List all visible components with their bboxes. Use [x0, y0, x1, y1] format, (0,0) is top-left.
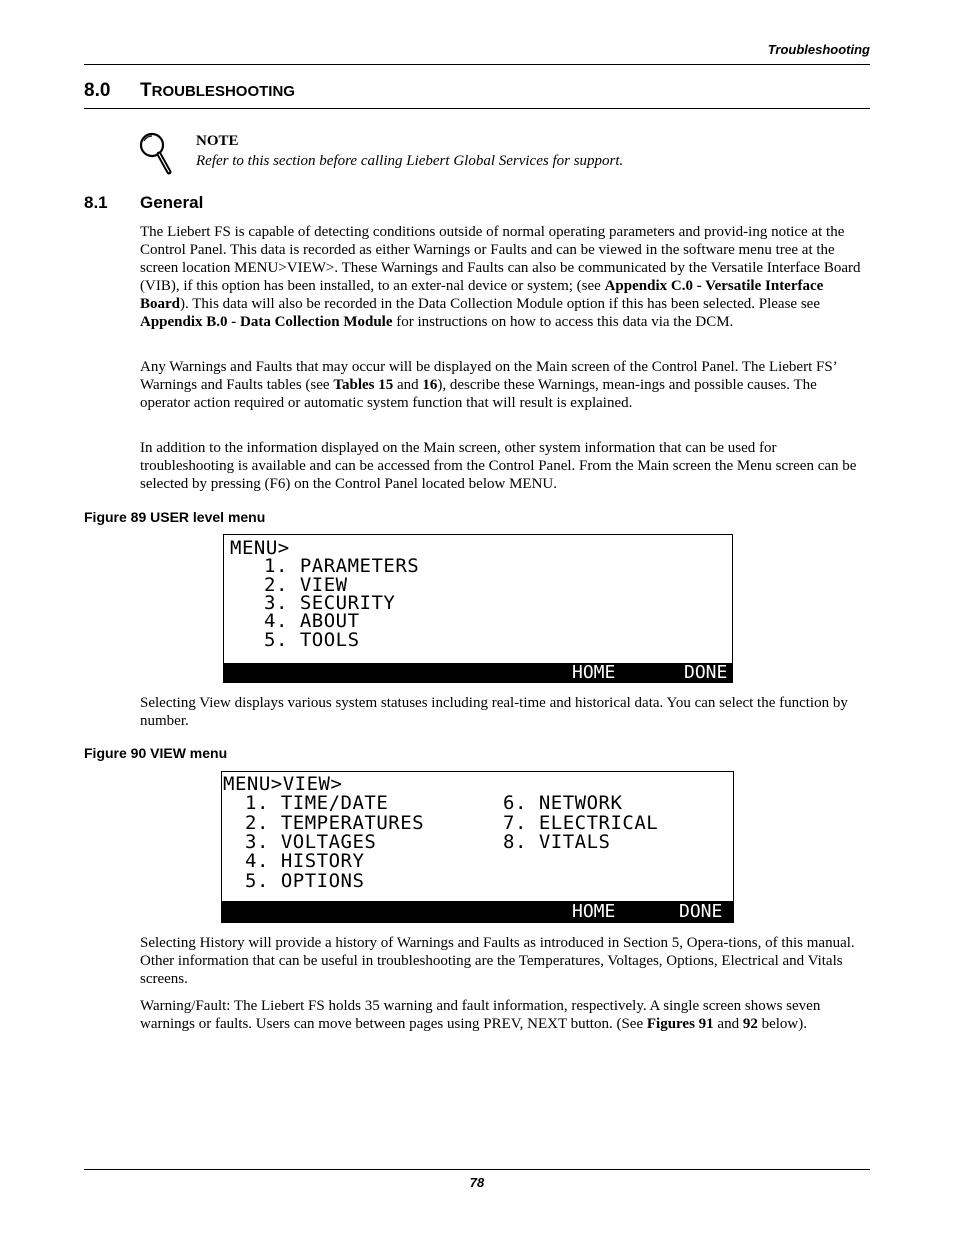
figure-92-reference: 92 — [742, 1016, 758, 1032]
subsection-heading — [84, 193, 203, 213]
done-softkey: DONE — [679, 901, 723, 922]
figure-89-caption: Figure 89 USER level menu — [84, 509, 266, 525]
home-softkey: HOME — [572, 901, 616, 922]
text-run: and — [393, 377, 423, 393]
softkey-bar — [224, 663, 732, 682]
menu-item-network: 6. NETWORK — [503, 792, 623, 814]
menu-item-temperatures: 2. TEMPERATURES — [245, 812, 425, 834]
figures-reference: Figures 91 — [646, 1016, 714, 1032]
menu-item-tools: 5. TOOLS — [264, 629, 360, 651]
table-16-reference: 16 — [422, 377, 438, 393]
text-run: Any Warnings and Faults that may occur will be displayed on the Main screen of the Control Panel. The Liebert FS’ Warnings and Faults tables (see — [140, 359, 837, 393]
paragraph-4: Selecting View displays various system statuses including real-time and historical data. You can select the function by number. — [140, 695, 848, 729]
menu-item-electrical: 7. ELECTRICAL — [503, 812, 659, 834]
softkey-bar — [222, 901, 733, 922]
home-softkey: HOME — [572, 662, 616, 683]
subsection-number: 8.1 — [84, 193, 108, 212]
tables-reference: Tables 15 — [333, 377, 394, 393]
text-run: The Liebert FS is capable of detecting conditions outside of normal operating parameters and provid-ing notice at the Control Panel. This data is recorded as either Warnings or Faults and can be viewed in the software menu tree at the screen location MENU>VIEW>. These Warnings and Faults can also be communicated by the Versatile Interface Board (VIB), if this option has been installed, to an exter-nal device or system; (see — [140, 224, 861, 294]
footer-rule — [84, 1169, 870, 1170]
appendix-c-reference: Appendix C.0 - Versatile Interface Board — [140, 278, 824, 312]
note-label: NOTE — [196, 133, 239, 149]
screen-title: MENU> — [230, 537, 290, 559]
text-run: below). — [757, 1016, 807, 1032]
text-run: ). This data will also be recorded in the Data Collection Module option if this has been selected. Please see — [180, 296, 820, 312]
screen-title: MENU>VIEW> — [223, 773, 343, 795]
section-number: 8.0 — [84, 80, 111, 101]
text-run: and — [713, 1016, 743, 1032]
section-heading — [84, 80, 295, 102]
appendix-b-reference: Appendix B.0 - Data Collection Module — [140, 314, 393, 330]
menu-item-parameters: 1. PARAMETERS — [264, 555, 420, 577]
text-run: ), describe these Warnings, mean-ings and possible causes. The operator action required or automatic system function that will result is explained. — [140, 377, 817, 411]
paragraph-5: Selecting History will provide a history of Warnings and Faults as introduced in Section 5, Opera-tions, of this manual. Other information that can be useful in troubleshooting are the Temperatures, Voltages, Options, Electrical and Vitals screens. — [140, 935, 855, 987]
done-softkey: DONE — [684, 662, 728, 683]
user-level-menu-screen — [223, 534, 733, 683]
figure-90-caption: Figure 90 VIEW menu — [84, 745, 228, 761]
running-header: Troubleshooting — [767, 42, 870, 57]
menu-item-about: 4. ABOUT — [264, 610, 360, 632]
paragraph-1 — [140, 223, 870, 331]
menu-item-view: 2. VIEW — [264, 574, 348, 596]
subsection-title: General — [140, 193, 204, 212]
section-title-rest: ROUBLESHOOTING — [151, 83, 295, 100]
menu-item-options: 5. OPTIONS — [245, 870, 365, 892]
section-rule — [84, 108, 870, 109]
text-run: Warning/Fault: The Liebert FS holds 35 warning and fault information, respectively. A single screen shows seven warnings or faults. Users can move between pages using PREV, NEXT button. (See — [140, 998, 821, 1032]
section-title-initial: T — [140, 80, 152, 101]
menu-item-vitals: 8. VITALS — [503, 831, 611, 853]
view-menu-screen — [221, 771, 734, 923]
magnifier-icon — [138, 131, 174, 177]
paragraph-6 — [140, 997, 870, 1033]
paragraph-3: In addition to the information displayed on the Main screen, other system information that can be used for troubleshooting is available and can be accessed from the Control Panel. From the Main screen the Menu screen can be selected by pressing (F6) on the Control Panel located below MENU. — [140, 440, 857, 492]
paragraph-2 — [140, 358, 870, 412]
menu-item-voltages: 3. VOLTAGES — [245, 831, 377, 853]
text-run: for instructions on how to access this data via the DCM. — [392, 314, 734, 330]
menu-item-history: 4. HISTORY — [245, 850, 365, 872]
menu-item-time-date: 1. TIME/DATE — [245, 792, 389, 814]
header-rule — [84, 64, 870, 65]
note-text: Refer to this section before calling Liebert Global Services for support. — [196, 153, 624, 169]
menu-item-security: 3. SECURITY — [264, 592, 396, 614]
page-number: 78 — [469, 1175, 485, 1190]
